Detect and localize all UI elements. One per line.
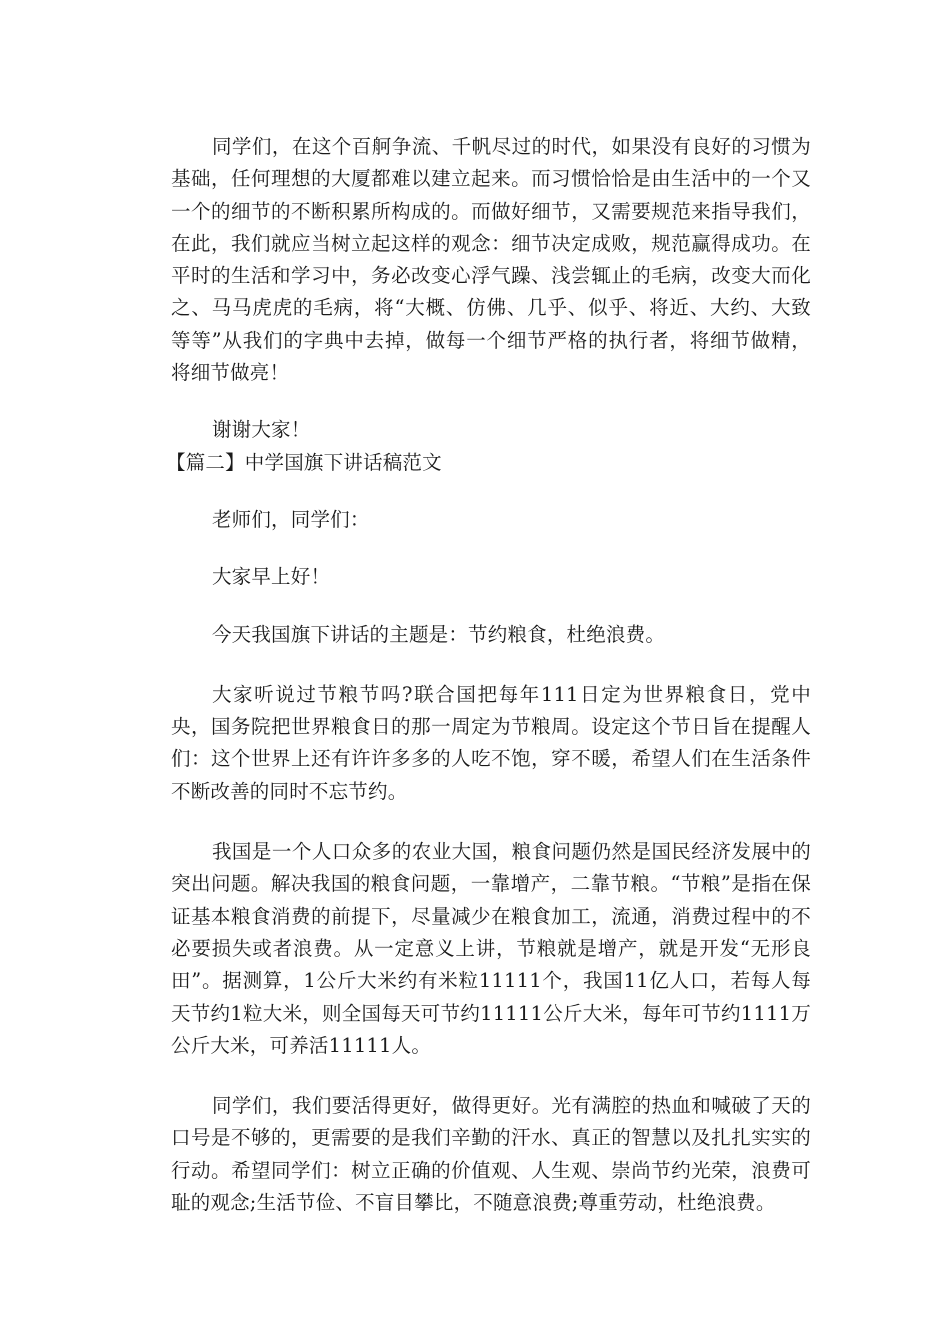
paragraph-habits: 同学们，在这个百舸争流、千帆尽过的时代，如果没有良好的习惯为基础，任何理想的大厦都难以建立起来。而习惯恰恰是由生活中的一个又一个的细节的不断积累所构成的。而做好细节，又需要规范来指导我们，在此，我们就应当树立起这样的观念：细节决定成败，规范赢得成功。在平时的生活和学习中，务必改变心浮气躁、浅尝辄止的毛病，改变大而化之、马马虎虎的毛病，将“大概、仿佛、几乎、似乎、将近、大约、大致等等”从我们的字典中去掉，做每一个细节严格的执行者，将细节做精，将细节做亮！ bbox=[171, 135, 811, 385]
paragraph-thanks: 谢谢大家！ bbox=[211, 418, 311, 442]
paragraph-grain-issue: 我国是一个人口众多的农业大国，粮食问题仍然是国民经济发展中的突出问题。解决我国的粮食问题，一靠增产，二靠节粮。“节粮”是指在保证基本粮食消费的前提下，尽量减少在粮食加工，流通，消费过程中的不必要损失或者浪费。从一定意义上讲，节粮就是增产，就是开发“无形良田”。据测算，1公斤大米约有米粒11111个，我国11亿人口，若每人每天节约1粒大米，则全国每天可节约11111公斤大米，每年可节约1111万公斤大米，可养活11111人。 bbox=[171, 840, 811, 1057]
paragraph-call-to-action: 同学们，我们要活得更好，做得更好。光有满腔的热血和喊破了天的口号是不够的，更需要的是我们辛勤的汗水、真正的智慧以及扎扎实实的行动。希望同学们：树立正确的价值观、人生观、崇尚节约光荣，浪费可耻的观念;生活节俭、不盲目攀比，不随意浪费;尊重劳动，杜绝浪费。 bbox=[171, 1094, 811, 1215]
paragraph-grain-day: 大家听说过节粮节吗?联合国把每年111日定为世界粮食日，党中央，国务院把世界粮食日的那一周定为节粮周。设定这个节日旨在提醒人们：这个世界上还有许许多多的人吃不饱，穿不暖，希望人们在生活条件不断改善的同时不忘节约。 bbox=[171, 682, 811, 803]
section-heading: 【篇二】中学国旗下讲话稿范文 bbox=[166, 450, 442, 474]
paragraph-good-morning: 大家早上好！ bbox=[211, 565, 331, 589]
paragraph-topic: 今天我国旗下讲话的主题是：节约粮食，杜绝浪费。 bbox=[211, 622, 666, 646]
document-body bbox=[166, 131, 811, 1219]
paragraph-greeting-teachers: 老师们，同学们： bbox=[211, 507, 370, 531]
